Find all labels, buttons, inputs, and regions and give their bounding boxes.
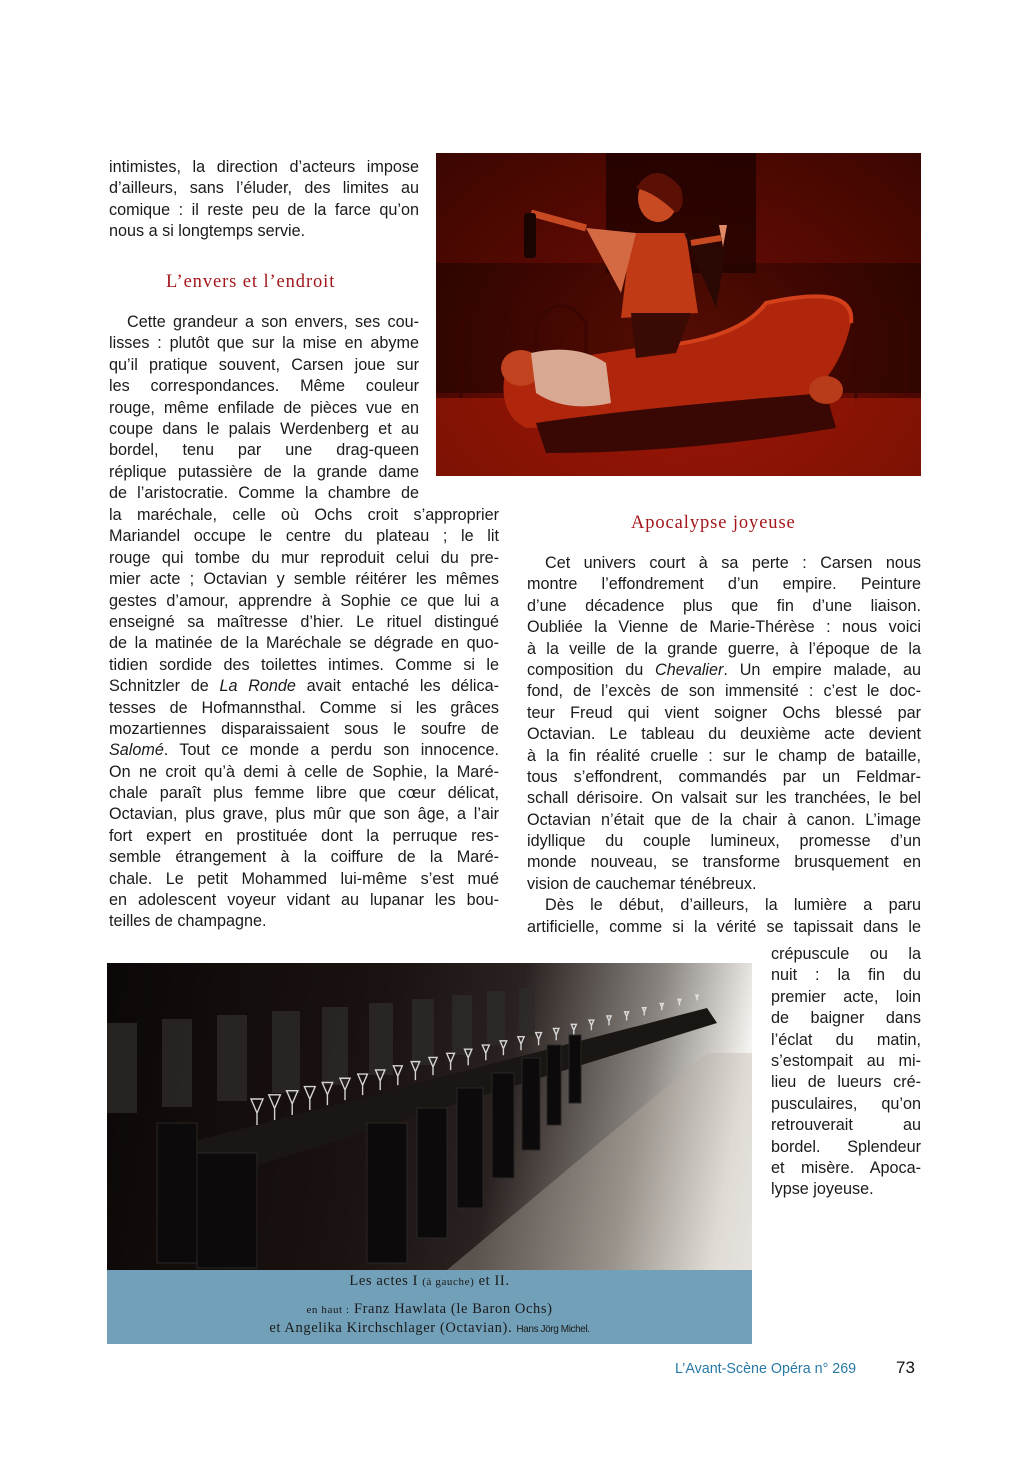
text-line: à la fin réalité cruelle : sur le champ de bataille, (527, 746, 921, 765)
text-line: Salomé. Tout ce monde a perdu son innocence. (109, 741, 499, 760)
wine-glass (482, 1045, 489, 1060)
photo-credit: Hans Jörg Michel. (516, 1324, 590, 1335)
text-line: tidien sordide des toilettes intimes. Comme si le (109, 655, 499, 674)
caption-left-note: (à gauche) (422, 1276, 475, 1288)
wine-glass (607, 1016, 611, 1025)
text-line: monde nouveau, se transforme brusquement en (527, 853, 921, 872)
section-heading-envers: L’envers et l’endroit (166, 272, 336, 292)
wine-glass (678, 999, 681, 1005)
italic-title: Chevalier (655, 660, 724, 679)
caption-top-note: en haut : (306, 1304, 350, 1316)
wine-glass (287, 1091, 298, 1115)
caption-performers-2: et Angelika Kirchschlager (Octavian). (269, 1320, 513, 1336)
text-line: Mariandel occupe le centre du plateau ; le lit (109, 527, 499, 546)
text-line: Oubliée la Vienne de Marie-Thérèse : nous voici (527, 618, 921, 637)
text-line: réplique putassière de la grande dame (109, 462, 419, 481)
text-line: Octavian. Le tableau du deuxième acte devient (527, 725, 921, 744)
text-line: Schnitzler de La Ronde avait entaché les délica- (109, 677, 499, 696)
text-line: les correspondances. Même couleur (109, 377, 419, 396)
text-line: d’une décadence plus que fin d’une liaison. (527, 596, 921, 615)
text-line: tous s’effondrent, commandés par un Feldmar- (527, 767, 921, 786)
text-line: rouge qui tombe du mur reproduit celui du pre- (109, 548, 499, 567)
page-number: 73 (896, 1358, 915, 1377)
text-line: schall dérisoire. On valsait sur les tranchées, le bel (527, 789, 921, 808)
text-line: bordel. Splendeur (771, 1137, 921, 1156)
text-line: à la veille de la grande guerre, à l’époque de la (527, 639, 921, 658)
wine-glass (269, 1095, 281, 1120)
caption-acts-end: et II. (478, 1273, 510, 1289)
text-line: retrouverait au (771, 1116, 921, 1135)
text-line: Octavian n’était que de la chair à canon. L’image (527, 810, 921, 829)
section-heading-apocalypse: Apocalypse joyeuse (631, 513, 796, 533)
text-line: comique : il reste peu de la farce qu’on (109, 200, 419, 219)
wine-glass (536, 1033, 542, 1046)
wine-glass (571, 1024, 576, 1035)
caption-line-2 (107, 1300, 752, 1339)
caption-acts: Les actes I (349, 1273, 419, 1289)
publication-name: L’Avant-Scène Opéra n° 269 (675, 1361, 857, 1377)
wine-glass (660, 1004, 663, 1011)
wine-glass (518, 1037, 524, 1051)
text-line: et misère. Apoca- (771, 1158, 921, 1177)
text-line: fond, de l’excès de son immensité : c’est le doc- (527, 682, 921, 701)
left-column-intro (109, 157, 419, 243)
text-line: montre l’effondrement d’un empire. Peinture (527, 575, 921, 594)
text-line: mier acte ; Octavian y semble réitérer les mêmes (109, 570, 499, 589)
text-line: Cette grandeur a son envers, ses cou- (127, 313, 419, 331)
text-line: intimistes, la direction d’acteurs impose (109, 158, 419, 176)
text-line: de l’aristocratie. Comme la chambre de (109, 484, 419, 503)
banquet-photo-illustration (107, 963, 752, 1270)
text-line: de baigner dans (771, 1009, 921, 1028)
text-line: lisses : plutôt que sur la mise en abyme (109, 334, 419, 353)
text-line: artificielle, comme si la vérité se tapissait dans le (527, 917, 921, 936)
text-line: idyllique du couple lumineux, promesse d’un (527, 832, 921, 851)
text-line: nous a si longtemps servie. (109, 222, 306, 241)
wine-glass (589, 1020, 594, 1030)
text-line: nuit : la fin du (771, 966, 921, 985)
text-line: crépuscule ou la (771, 945, 921, 963)
text-line: s’estompait au mi- (771, 1051, 921, 1070)
left-column-wide-text (109, 505, 499, 933)
text-line: chale paraît plus femme libre que cœur délicat, (109, 784, 499, 803)
wine-glass (696, 995, 698, 1000)
text-line: vision de cauchemar ténébreux. (527, 874, 757, 893)
text-line: Cet univers court à sa perte : Carsen nous (545, 554, 921, 572)
text-line: l’éclat du matin, (771, 1030, 921, 1049)
caption-line-1 (107, 1273, 752, 1290)
text-line: gestes d’amour, apprendre à Sophie ce que lui a (109, 591, 499, 610)
wine-glass (642, 1008, 646, 1016)
wine-glass (625, 1012, 629, 1021)
text-line: rouge, même enfilade de pièces vue en (109, 398, 419, 417)
text-line: en adolescent voyeur vidant au lupanar les bou- (109, 891, 499, 910)
photo-caption (107, 1270, 752, 1344)
left-column-narrow-text (109, 312, 419, 505)
stage-photo-red (436, 153, 921, 476)
banquet-table-photo (107, 963, 752, 1270)
wine-glass (251, 1099, 263, 1125)
wine-glass (322, 1082, 332, 1105)
text-line: semble étrangement à la coiffure de la Maré- (109, 848, 499, 867)
text-line: lieu de lueurs cré- (771, 1073, 921, 1092)
text-line: mozartiennes disparaissaient sous le soufre de (109, 719, 499, 738)
text-line: teilles de champagne. (109, 912, 267, 931)
italic-title: Salomé (109, 741, 164, 760)
text-line: Dès le début, d’ailleurs, la lumière a paru (545, 896, 921, 915)
text-line: qu’il pratique souvent, Carsen joue sur (109, 355, 419, 374)
text-line: premier acte, loin (771, 987, 921, 1006)
right-column-narrow-text (771, 944, 921, 1201)
stage-photo-illustration (436, 153, 921, 476)
text-line: fort expert en prostituée dont la perruque res- (109, 826, 499, 845)
text-line: d’ailleurs, sans l’éluder, des limites au (109, 179, 419, 198)
text-line: tesses de Hofmannsthal. Comme si les grâces (109, 698, 499, 717)
text-line: coupe dans le palais Werdenberg et au (109, 419, 419, 438)
text-line: lypse joyeuse. (771, 1180, 874, 1199)
text-line: chale. Le petit Mohammed lui-même s’est mué (109, 869, 499, 888)
caption-performers-1: Franz Hawlata (le Baron Ochs) (353, 1301, 553, 1317)
wine-glass (553, 1028, 558, 1040)
wine-glass (304, 1087, 315, 1111)
text-line: teur Freud qui vient soigner Ochs blessé par (527, 703, 921, 722)
text-line: On ne croit qu’à demi à celle de Sophie, la Maré- (109, 762, 499, 781)
wine-glass (393, 1066, 402, 1085)
italic-title: La Ronde (219, 677, 296, 696)
text-line: composition du Chevalier. Un empire malade, au (527, 660, 921, 679)
wine-glass (447, 1053, 455, 1070)
text-line: Octavian, plus grave, plus mûr que son âge, a l’air (109, 805, 499, 824)
wine-glass (358, 1074, 368, 1095)
right-column-text (527, 553, 921, 938)
text-line: la maréchale, celle où Ochs croit s’approprier (109, 506, 499, 524)
text-line: bordel, tenu par une drag-queen (109, 441, 419, 460)
text-line: enseigné sa maîtresse d’hier. Le rituel distingué (109, 612, 499, 631)
text-line: pusculaires, qu’on (771, 1094, 921, 1113)
text-line: de la matinée de la Maréchale se dégrade en quo- (109, 634, 499, 653)
